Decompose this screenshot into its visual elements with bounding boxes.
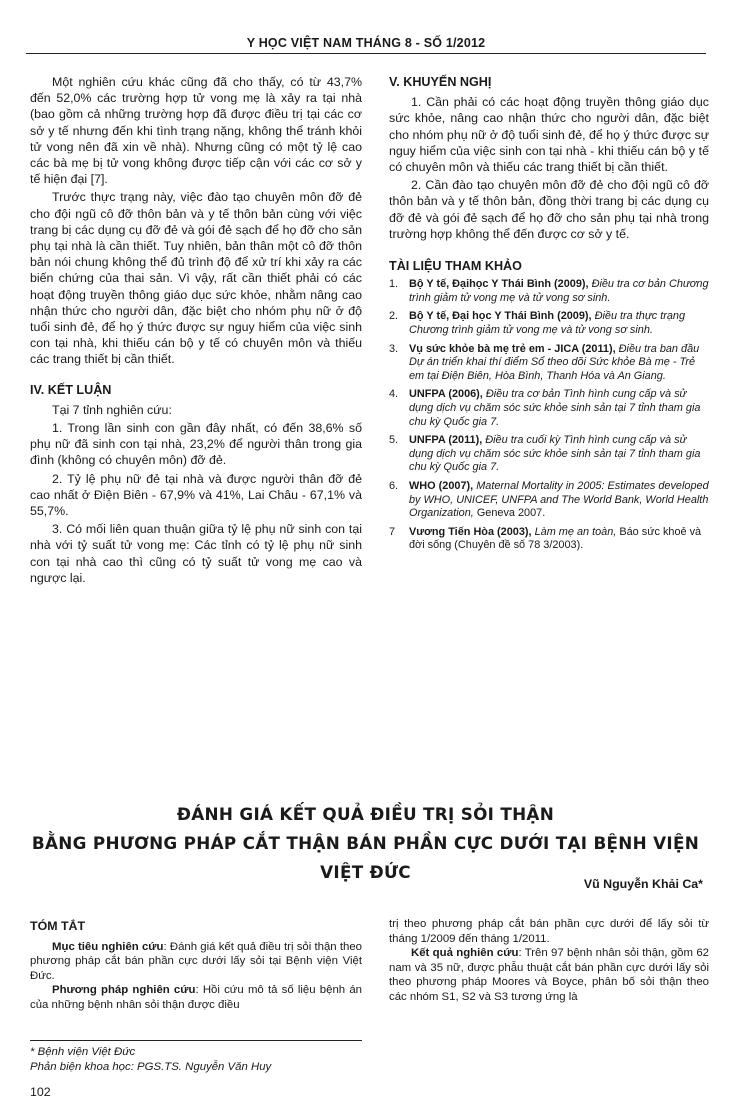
reference-author: Vụ sức khỏe bà mẹ trẻ em - JICA (2011), (409, 342, 616, 355)
method-label: Phương pháp nghiên cứu (52, 984, 196, 997)
result-text: : Trên 97 bệnh nhân sỏi thận, gồm 62 nam và 35 nữ, được phẫu thuật cắt bán phần cực dưới lấy sỏi theo phương pháp Moores và Boyce, phân bố sỏi thận theo các nhóm S1, S2 và S3 tương ứng là (389, 947, 709, 1003)
left-column (30, 74, 362, 588)
section-heading-references: TÀI LIỆU THAM KHẢO (389, 259, 522, 274)
reference-list (389, 278, 709, 553)
paragraph: Trước thực trạng này, việc đào tạo chuyên môn đỡ đẻ cho đội ngũ cô đỡ thôn bản và y tế thôn bản cùng với việc trang bị các dụng cụ đỡ đẻ và gói đẻ sạch để họ đỡ cho sản phụ tại nhà là cần thiết. Tuy nhiên, bản thân một cô đỡ thôn bản nói chung không thể đủ trình độ để xử trí khi xảy ra các biến chứng của thai sản. Vì vậy, rất cần thiết phải có các hoạt động truyền thông giáo dục sức khỏe, nhằm nâng cao nhận thức cho người dân, đặc biệt cho nhóm phụ nữ ở độ tuổi sinh đẻ, để họ ý thức được sự nguy hiểm của việc sinh con tại nhà, khi thiếu cán bộ y tế có chuyên môn và thiếu các trang thiết bị cần thiết. (30, 190, 362, 367)
reference-number: 6. (389, 479, 399, 492)
abstract-right (389, 917, 709, 1005)
reference-author: Bộ Y tế, Đạihọc Y Thái Bình (2009), (409, 278, 589, 291)
reference-author: Bộ Y tế, Đại học Y Thái Bình (2009), (409, 310, 592, 323)
page-number: 102 (30, 1085, 51, 1099)
reference-title: Điều tra cơ bản Tình hình cung cấp và sử dụng dịch vụ chăm sóc sức khỏe sinh sản tại 7 tỉnh tham gia chu kỳ Quốc gia 7. (409, 388, 701, 428)
reference-title: Điều tra ban đầu Dự án triển khai thí điểm Sổ theo dõi Sức khỏe Bà mẹ - Trẻ em tại Điện Biên, Hòa Bình, Thanh Hóa và An Giang. (409, 342, 700, 382)
reference-title: Điều tra thực trạng Chương trình giảm tử vong mẹ và tử vong sơ sinh. (409, 310, 686, 337)
right-column (389, 74, 709, 558)
objective-label: Mục tiêu nghiên cứu (52, 940, 164, 953)
article-title-line: ĐÁNH GIÁ KẾT QUẢ ĐIỀU TRỊ SỎI THẬN (176, 804, 555, 824)
section-heading-recommendations: V. KHUYẾN NGHỊ (389, 75, 492, 89)
conclusion-item: 2. Tỷ lệ phụ nữ đẻ tại nhà và được người thân đỡ đẻ cao nhất ở Điện Biên - 67,9% và 41%, Lai Châu - 67,1% và 55,7%. (30, 471, 362, 519)
reference-title: Maternal Mortality in 2005: Estimates developed by WHO, UNICEF, UNFPA and The World Bank, World Health Organization, (409, 479, 709, 520)
abstract-heading: TÓM TẮT (30, 919, 86, 933)
reference-item (389, 434, 709, 475)
reference-rest: Geneva 2007. (476, 507, 546, 520)
reference-number: 1. (389, 278, 399, 291)
running-header: Y HỌC VIỆT NAM THÁNG 8 - SỐ 1/2012 (26, 36, 706, 54)
reference-item (389, 343, 709, 384)
reference-number: 2. (389, 310, 399, 323)
section-heading-conclusion: IV. KẾT LUẬN (30, 382, 112, 397)
result-label: Kết quả nghiên cứu (411, 947, 519, 960)
article-title-line: BẰNG PHƯƠNG PHÁP CẮT THẬN BÁN PHẦN CỰC DƯỚI TẠI BỆNH VIỆN VIỆT ĐỨC (31, 833, 700, 882)
reference-item (389, 526, 709, 553)
reference-title: Điều tra cơ bản Chương trình giảm tử vong mẹ và tử vong sơ sinh. (409, 278, 709, 304)
reference-item (389, 480, 709, 521)
abstract-method (30, 983, 362, 1012)
paragraph: Một nghiên cứu khác cũng đã cho thấy, có từ 43,7% đến 52,0% các trường hợp tử vong mẹ là xảy ra tại nhà (bao gồm cả những trường hợp đã được điều trị tại các cơ sở y tế nhưng đến khi tình trạng nặng, không thể tránh khỏi tử vong nên đã xin về nhà). Nhưng cũng có một tỷ lệ cao các bà mẹ bị tử vong không được tiếp cận với các cơ sở y tế hiện đại [7]. (30, 75, 362, 187)
reference-number: 3. (389, 342, 399, 355)
reference-title: Làm mẹ an toàn, (534, 525, 617, 538)
article-title (20, 800, 711, 887)
reference-author: Vương Tiến Hòa (2003), (409, 525, 532, 538)
reference-number: 4. (389, 388, 399, 401)
abstract-continuation: trị theo phương pháp cắt bán phần cực dưới để lấy sỏi từ tháng 1/2009 đến tháng 1/2011. (389, 918, 709, 945)
footnote-reviewer: Phản biện khoa học: PGS.TS. Nguyễn Văn Huy (30, 1060, 272, 1073)
abstract-left (30, 919, 362, 1013)
reference-author: UNFPA (2006), (409, 388, 483, 401)
method-text: : Hồi cứu mô tả số liệu bệnh án của những bệnh nhân sỏi thận được điều (30, 984, 362, 1011)
reference-number: 5. (389, 434, 399, 447)
reference-title: Điều tra cuối kỳ Tình hình cung cấp và sử dụng dịch vụ chăm sóc sức khỏe sinh sản tại 7 tỉnh tham gia chu kỳ Quốc gia 7. (409, 434, 701, 474)
reference-author: UNFPA (2011), (409, 434, 483, 447)
recommendation-item: 2. Cần đào tạo chuyên môn đỡ đẻ cho đội ngũ cô đỡ thôn bản và y tế thôn bản, đồng thời trang bị các dụng cụ đỡ đẻ và gói đẻ sạch để họ đỡ cho sản phụ tại nhà trong trường hợp không thể đến được cơ sở y tế. (389, 178, 709, 241)
footnote (30, 1040, 362, 1074)
recommendation-item: 1. Cần phải có các hoạt động truyền thông giáo dục sức khỏe, nâng cao nhận thức cho người dân, đặc biệt cho nhóm phụ nữ ở độ tuổi sinh đẻ, để họ ý thức được sự nguy hiểm của việc sinh con tại nhà - khi thiếu cán bộ y tế có chuyên môn và thiếu các trang thiết bị cần thiết. (389, 95, 709, 175)
objective-text: : Đánh giá kết quả điều trị sỏi thận theo phương pháp cắt bán phần cực dưới lấy sỏi tại Bệnh viện Việt Đức. (30, 940, 362, 982)
conclusion-item: 1. Trong lần sinh con gần đây nhất, có đến 38,6% số phụ nữ đã sinh con tại nhà, 23,2% để người thân trong gia đình (không có chuyên môn) đỡ đẻ. (30, 421, 362, 468)
conclusion-item: 3. Có mối liên quan thuận giữa tỷ lệ phụ nữ sinh con tại nhà với tỷ suất tử vong mẹ: Các tỉnh có tỷ lệ phụ nữ sinh con tại nhà cao thì cũng có tỷ suất tử vong mẹ cao và ngược lại. (30, 522, 362, 585)
reference-item (389, 278, 709, 305)
reference-author: WHO (2007), (409, 479, 474, 492)
abstract-result (389, 946, 709, 1004)
reference-number: 7 (389, 525, 396, 538)
reference-item (389, 310, 709, 337)
reference-rest: Báo sức khoẻ và đời sống (Chuyên đề số 78 3/2003). (409, 525, 702, 552)
footnote-affiliation: * Bệnh viện Việt Đức (30, 1046, 136, 1058)
article-author: Vũ Nguyễn Khải Ca* (583, 877, 703, 891)
reference-item (389, 388, 709, 429)
conclusion-intro: Tại 7 tỉnh nghiên cứu: (52, 402, 172, 417)
abstract-objective (30, 940, 362, 984)
